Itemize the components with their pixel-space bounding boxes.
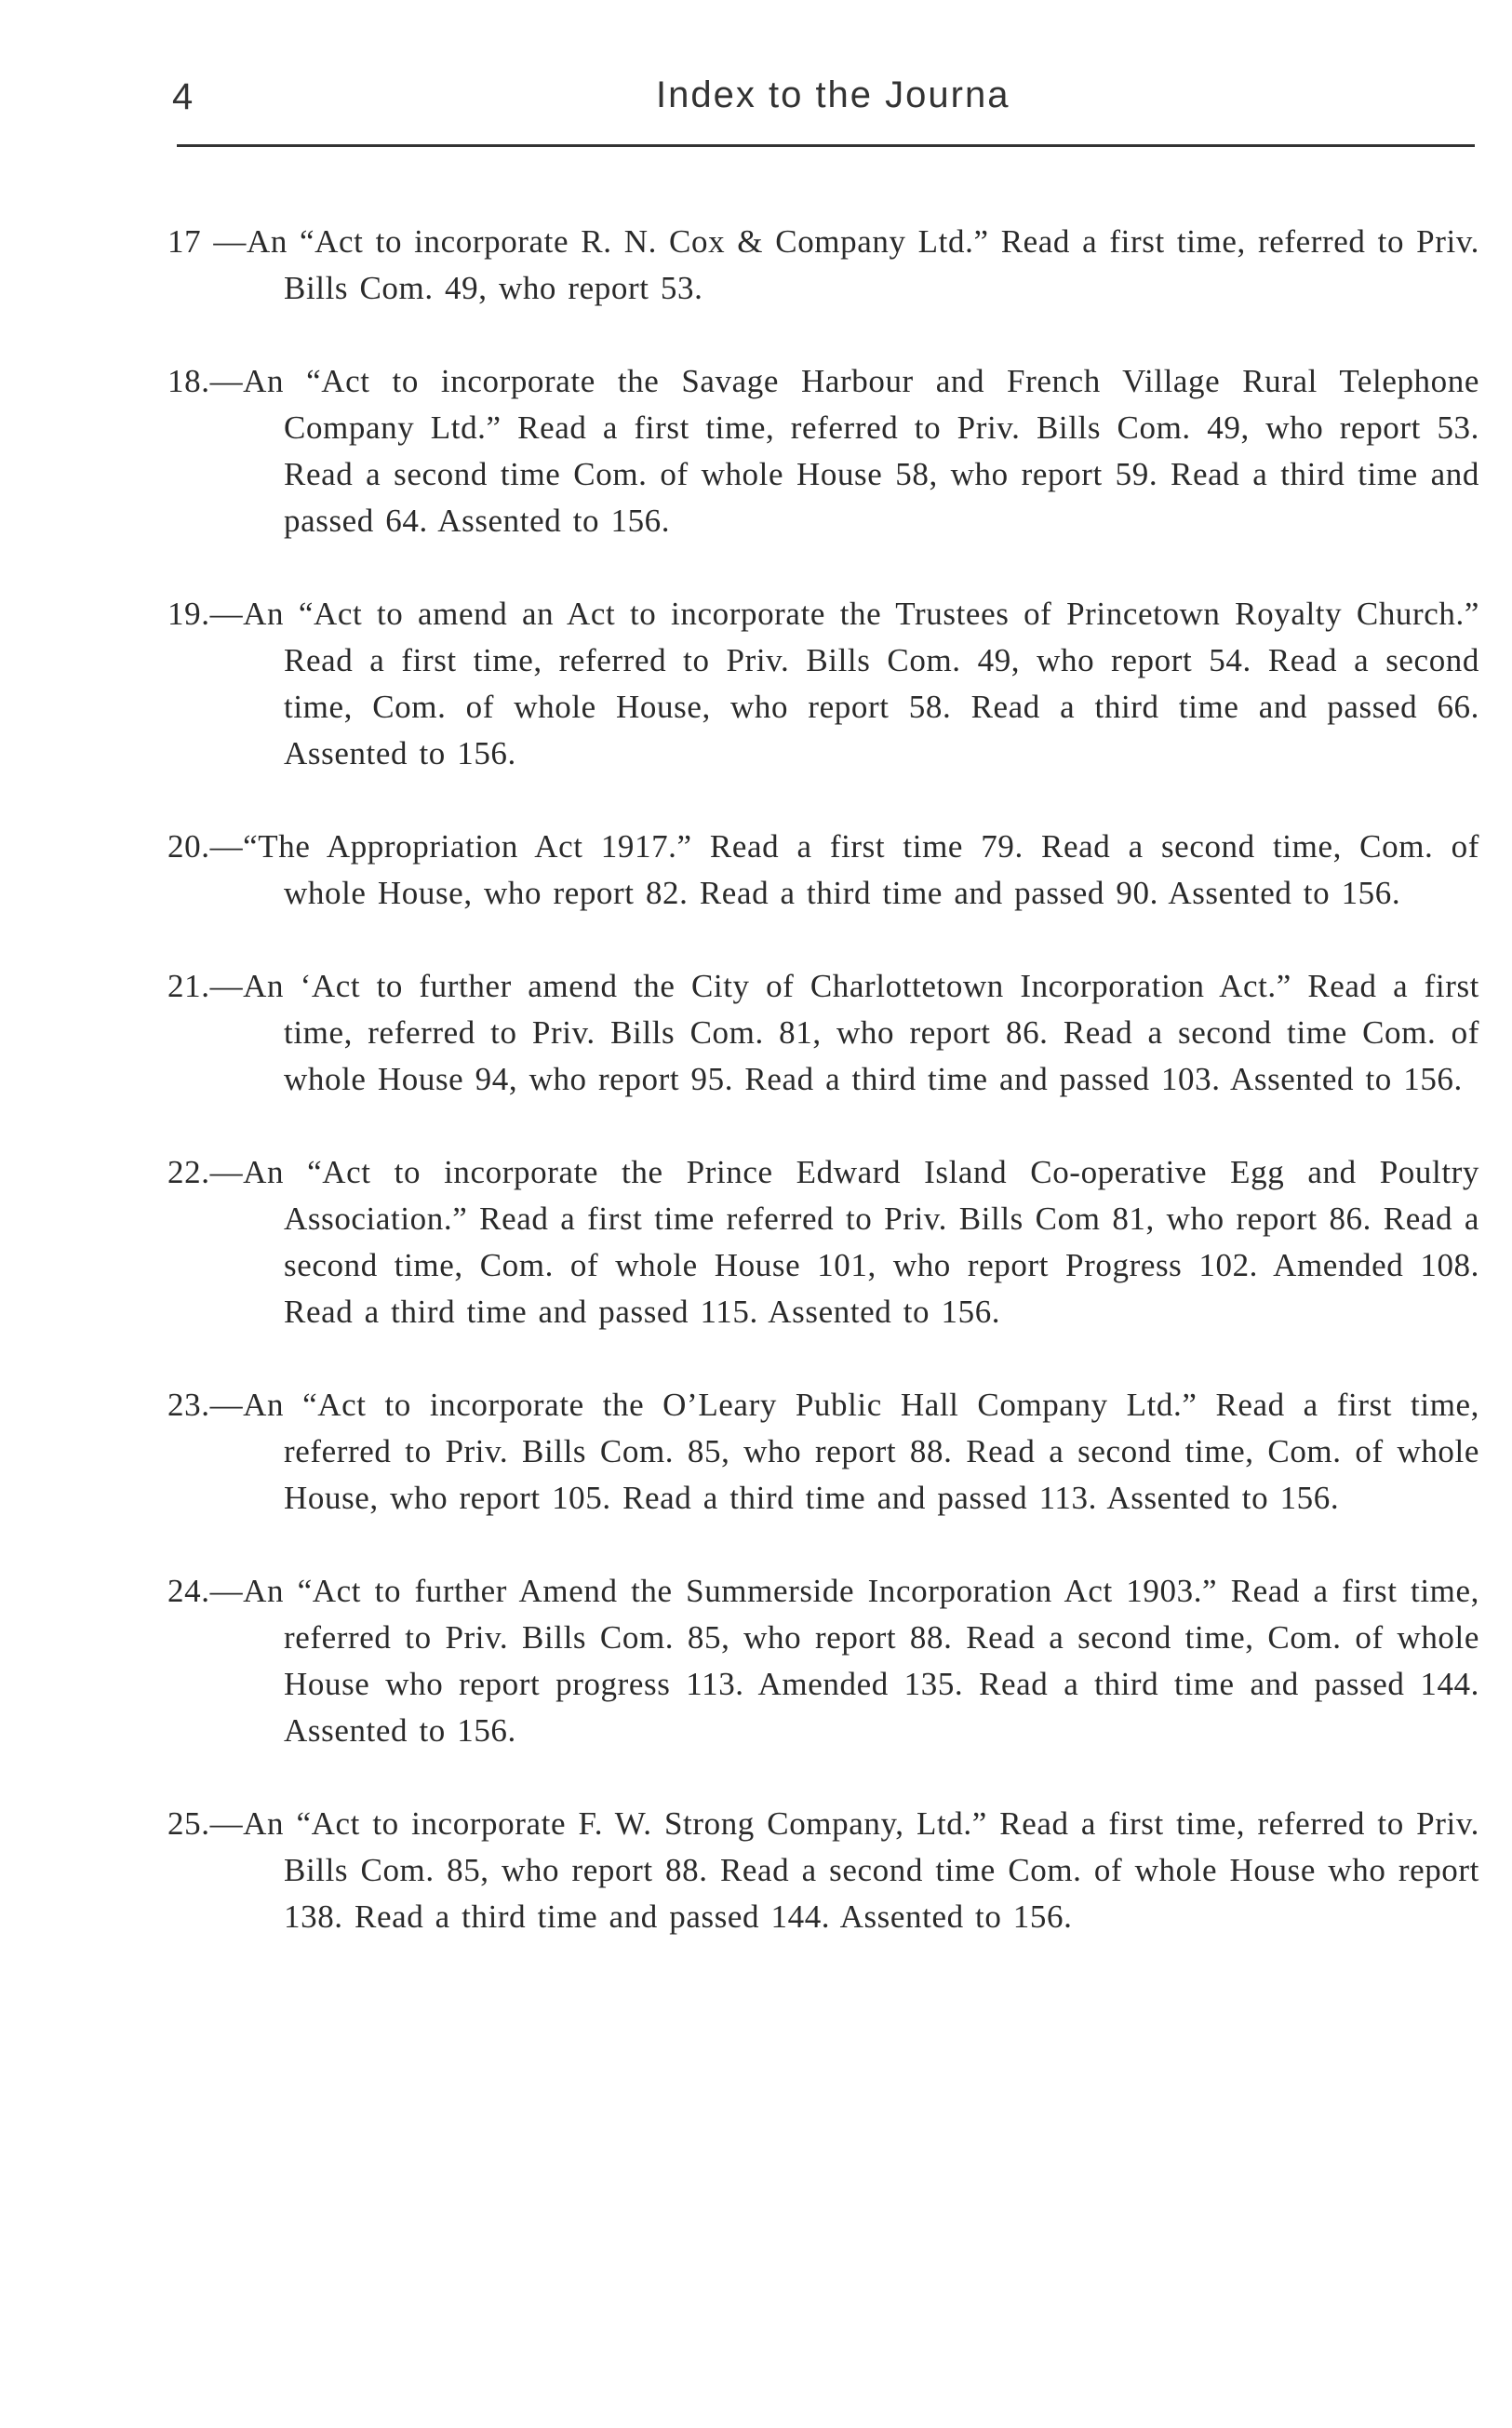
page-header xyxy=(172,67,1475,123)
entry-text: An “Act to incorporate F. W. Strong Company, Ltd.” Read a first time, referred to Priv. Bills Com. 85, who report 88. Read a second time Com. of whole House who report 138. Read a third time and passed 144. Assented to 156. xyxy=(243,1805,1479,1935)
entry-text: An “Act to incorporate the Prince Edward Island Co-operative Egg and Poultry Association.” Read a first time referred to Priv. Bills Com 81, who report 86. Read a second time, Com. of whole House 101, who report Progress 102. Amended 108. Read a third time and passed 115. Assented to 156. xyxy=(243,1154,1479,1330)
index-entry xyxy=(167,1149,1479,1335)
entry-separator: — xyxy=(209,1805,244,1842)
entry-separator: — xyxy=(209,828,244,865)
entry-number: 19. xyxy=(167,596,210,632)
entry-separator: — xyxy=(209,596,244,632)
entry-text: “The Appropriation Act 1917.” Read a first time 79. Read a second time, Com. of whole House, who report 82. Read a third time and passed 90. Assented to 156. xyxy=(243,828,1479,911)
index-entry xyxy=(167,963,1479,1103)
index-entry xyxy=(167,1568,1479,1754)
entry-separator: — xyxy=(201,223,247,260)
entry-number: 23. xyxy=(167,1387,210,1423)
header-rule xyxy=(177,144,1475,147)
index-entry xyxy=(167,824,1479,917)
index-entry xyxy=(167,1382,1479,1522)
entry-number: 25. xyxy=(167,1805,210,1842)
page-number: 4 xyxy=(172,76,194,117)
entry-number: 20. xyxy=(167,828,210,865)
entry-number: 21. xyxy=(167,968,210,1004)
entry-separator: — xyxy=(209,1387,244,1423)
entry-text: An “Act to incorporate R. N. Cox & Company Ltd.” Read a first time, referred to Priv. Bills Com. 49, who report 53. xyxy=(246,223,1480,306)
entry-separator: — xyxy=(209,968,244,1004)
index-entry xyxy=(167,358,1479,544)
index-entries xyxy=(167,186,1479,1987)
entry-number: 18. xyxy=(167,363,210,399)
entry-text: An “Act to incorporate the Savage Harbour and French Village Rural Telephone Company Ltd.” Read a first time, referred to Priv. Bills Com. 49, who report 53. Read a second time Com. of whole House 58, who report 59. Read a third time and passed 64. Assented to 156. xyxy=(243,363,1479,539)
entry-text: An “Act to further Amend the Summerside Incorporation Act 1903.” Read a first time, referred to Priv. Bills Com. 85, who report 88. Read a second time, Com. of whole House who report progress 113. Amended 135. Read a third time and passed 144. Assented to 156. xyxy=(243,1573,1479,1749)
entry-separator: — xyxy=(209,1573,244,1609)
index-entry xyxy=(167,1801,1479,1940)
index-entry xyxy=(167,219,1479,312)
entry-separator: — xyxy=(209,1154,244,1190)
entry-number: 17 xyxy=(167,223,202,260)
entry-separator: — xyxy=(209,363,244,399)
entry-number: 22. xyxy=(167,1154,210,1190)
entry-number: 24. xyxy=(167,1573,210,1609)
index-entry xyxy=(167,591,1479,777)
entry-text: An “Act to amend an Act to incorporate the Trustees of Princetown Royalty Church.” Read a first time, referred to Priv. Bills Com. 49, who report 54. Read a second time, Com. of whole House, who report 58. Read a third time and passed 66. Assented to 156. xyxy=(243,596,1479,771)
running-head: Index to the Journa xyxy=(656,74,1010,115)
entry-text: An “Act to incorporate the O’Leary Public Hall Company Ltd.” Read a first time, referred to Priv. Bills Com. 85, who report 88. Read a second time, Com. of whole House, who report 105. Read a third time and passed 113. Assented to 156. xyxy=(243,1387,1479,1516)
entry-text: An ‘Act to further amend the City of Charlottetown Incorporation Act.” Read a first time, referred to Priv. Bills Com. 81, who report 86. Read a second time Com. of whole House 94, who report 95. Read a third time and passed 103. Assented to 156. xyxy=(243,968,1479,1097)
